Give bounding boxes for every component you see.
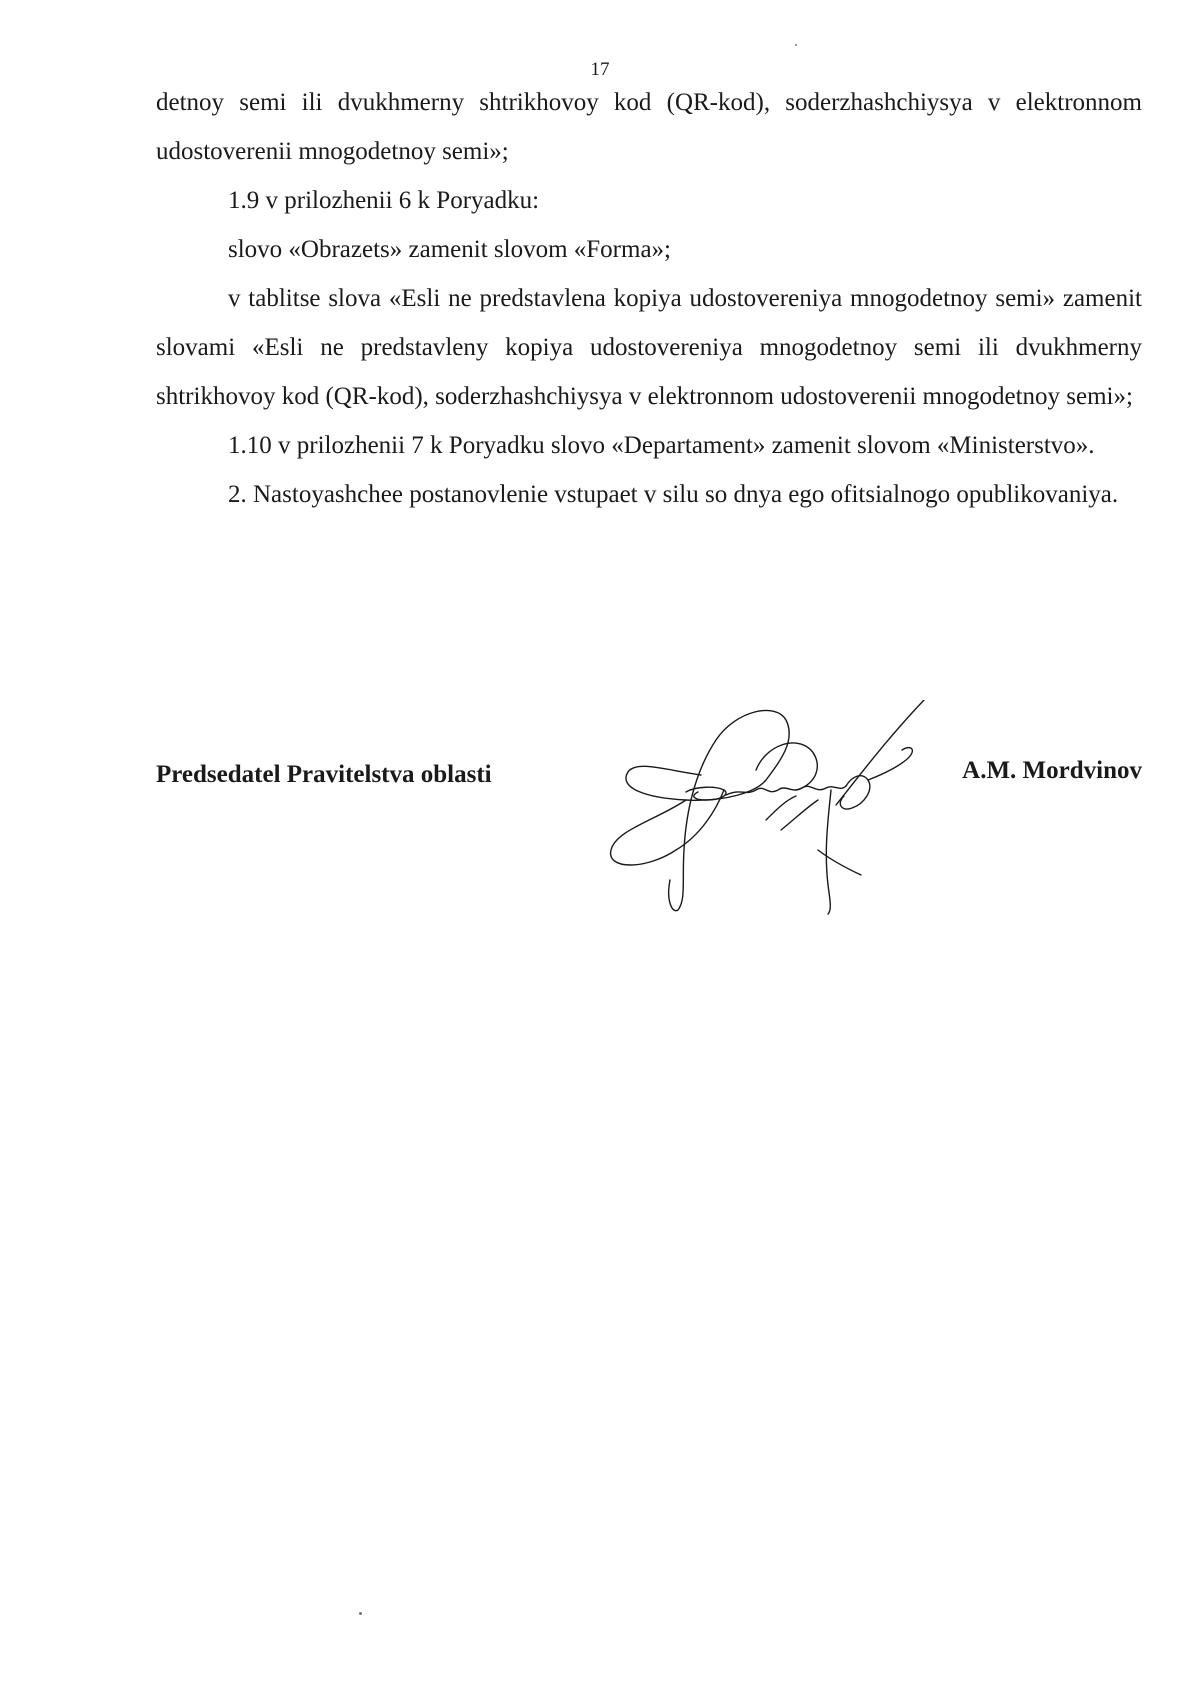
document-body: [156, 78, 1142, 519]
scan-speck: [359, 1612, 362, 1615]
handwritten-signature-icon: [606, 700, 946, 915]
paragraph-item-1-10: 1.10 v prilozhenii 7 k Poryadku slovo «Departament» zamenit slovom «Ministerstvo».: [228, 432, 1095, 459]
scan-speck: [795, 44, 797, 46]
paragraph-table-words: v tablitse slova «Esli ne predstavlena kopiya udostovereniya mnogodetnoy semi» zamenit slovami «Esli ne predstavleny kopiya udostovereniya mnogodetnoy semi ili dvukhmerny shtrikhovoy kod (QR-kod), soderzhashchiysya v elektronnom udostoverenii mnogodetnoy semi»;: [156, 285, 1142, 410]
signature-block: [156, 700, 1142, 920]
signer-position: Predsedatel Pravitelstva oblasti: [156, 761, 492, 788]
paragraph-item-1-9: 1.9 v prilozhenii 6 k Poryadku:: [228, 187, 540, 214]
paragraph-continuation: detnoy semi ili dvukhmerny shtrikhovoy kod (QR-kod), soderzhashchiysya v elektronnom udostoverenii mnogodetnoy semi»;: [156, 89, 1142, 165]
signer-name: A.M. Mordvinov: [962, 757, 1142, 784]
page-number: 17: [590, 59, 610, 80]
paragraph-replace-sample: slovo «Obrazets» zamenit slovom «Forma»;: [228, 236, 671, 263]
paragraph-effective-date: 2. Nastoyashchee postanovlenie vstupaet v silu so dnya ego ofitsialnogo opublikovaniya.: [228, 481, 1119, 508]
